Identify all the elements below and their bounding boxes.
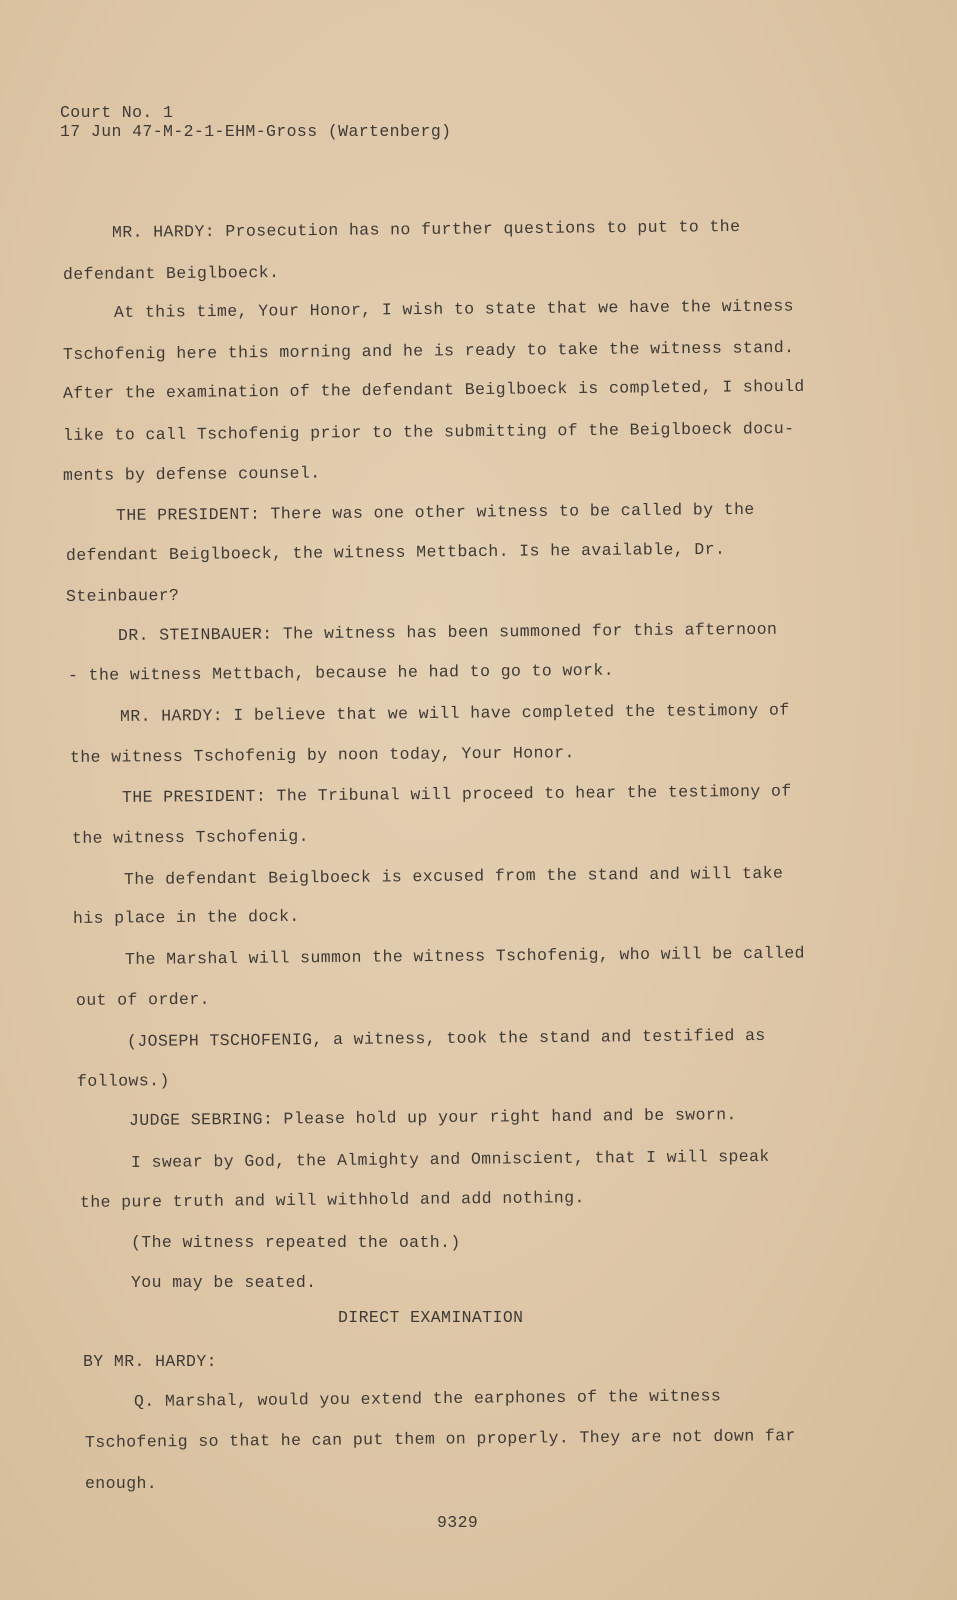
paragraph-line: defendant Beiglboeck, the witness Mettbach. Is he available, Dr. <box>65 539 726 565</box>
paragraph-line: After the examination of the defendant Beiglboeck is completed, I should <box>62 376 805 403</box>
examiner-label: BY MR. HARDY: <box>83 1352 217 1371</box>
paragraph-line: MR. HARDY: I believe that we will have completed the testimony of <box>119 700 790 726</box>
paragraph-line: (The witness repeated the oath.) <box>131 1233 461 1252</box>
paragraph-line: his place in the dock. <box>72 906 300 928</box>
section-heading: DIRECT EXAMINATION <box>338 1308 524 1327</box>
paragraph-line: (JOSEPH TSCHOFENIG, a witness, took the stand and testified as <box>126 1025 766 1051</box>
paragraph-line: defendant Beiglboeck. <box>62 262 280 284</box>
paragraph-line: follows.) <box>76 1071 170 1091</box>
paragraph-line: DR. STEINBAUER: The witness has been summoned for this afternoon <box>117 619 778 645</box>
paragraph-line: The Marshal will summon the witness Tschofenig, who will be called <box>124 943 805 969</box>
paragraph-line: Steinbauer? <box>65 585 180 606</box>
paragraph-line: I swear by God, the Almighty and Omniscient, that I will speak <box>130 1146 770 1172</box>
paragraph-line: You may be seated. <box>131 1273 317 1292</box>
paragraph-line: At this time, Your Honor, I wish to state that we have the witness <box>113 296 794 322</box>
paragraph-line: THE PRESIDENT: There was one other witness to be called by the <box>115 499 755 525</box>
paragraph-line: Tschofenig here this morning and he is ready to take the witness stand. <box>62 337 795 364</box>
paragraph-line: the witness Tschofenig. <box>71 826 310 848</box>
paragraph-line: out of order. <box>75 989 211 1010</box>
page-number: 9329 <box>437 1513 479 1532</box>
paragraph-line: MR. HARDY: Prosecution has no further questions to put to the <box>111 216 741 242</box>
paragraph-line: The defendant Beiglboeck is excused from the stand and will take <box>123 863 784 889</box>
paragraph-line: - the witness Mettbach, because he had to go to work. <box>67 660 615 685</box>
paragraph-line: Tschofenig so that he can put them on properly. They are not down far <box>84 1426 796 1452</box>
paragraph-line: like to call Tschofenig prior to the submitting of the Beiglboeck docu- <box>62 418 795 445</box>
paragraph-line: the pure truth and will withhold and add nothing. <box>79 1188 585 1212</box>
paragraph-line: enough. <box>85 1474 158 1493</box>
paragraph-line: Q. Marshal, would you extend the earphones of the witness <box>133 1386 722 1411</box>
court-number: Court No. 1 <box>60 103 174 122</box>
paragraph-line: ments by defense counsel. <box>62 463 321 485</box>
session-reference: 17 Jun 47-M-2-1-EHM-Gross (Wartenberg) <box>60 122 452 141</box>
paragraph-line: JUDGE SEBRING: Please hold up your right hand and be sworn. <box>128 1105 737 1130</box>
paragraph-line: THE PRESIDENT: The Tribunal will proceed to hear the testimony of <box>121 781 792 807</box>
paragraph-line: the witness Tschofenig by noon today, Your Honor. <box>69 743 575 767</box>
